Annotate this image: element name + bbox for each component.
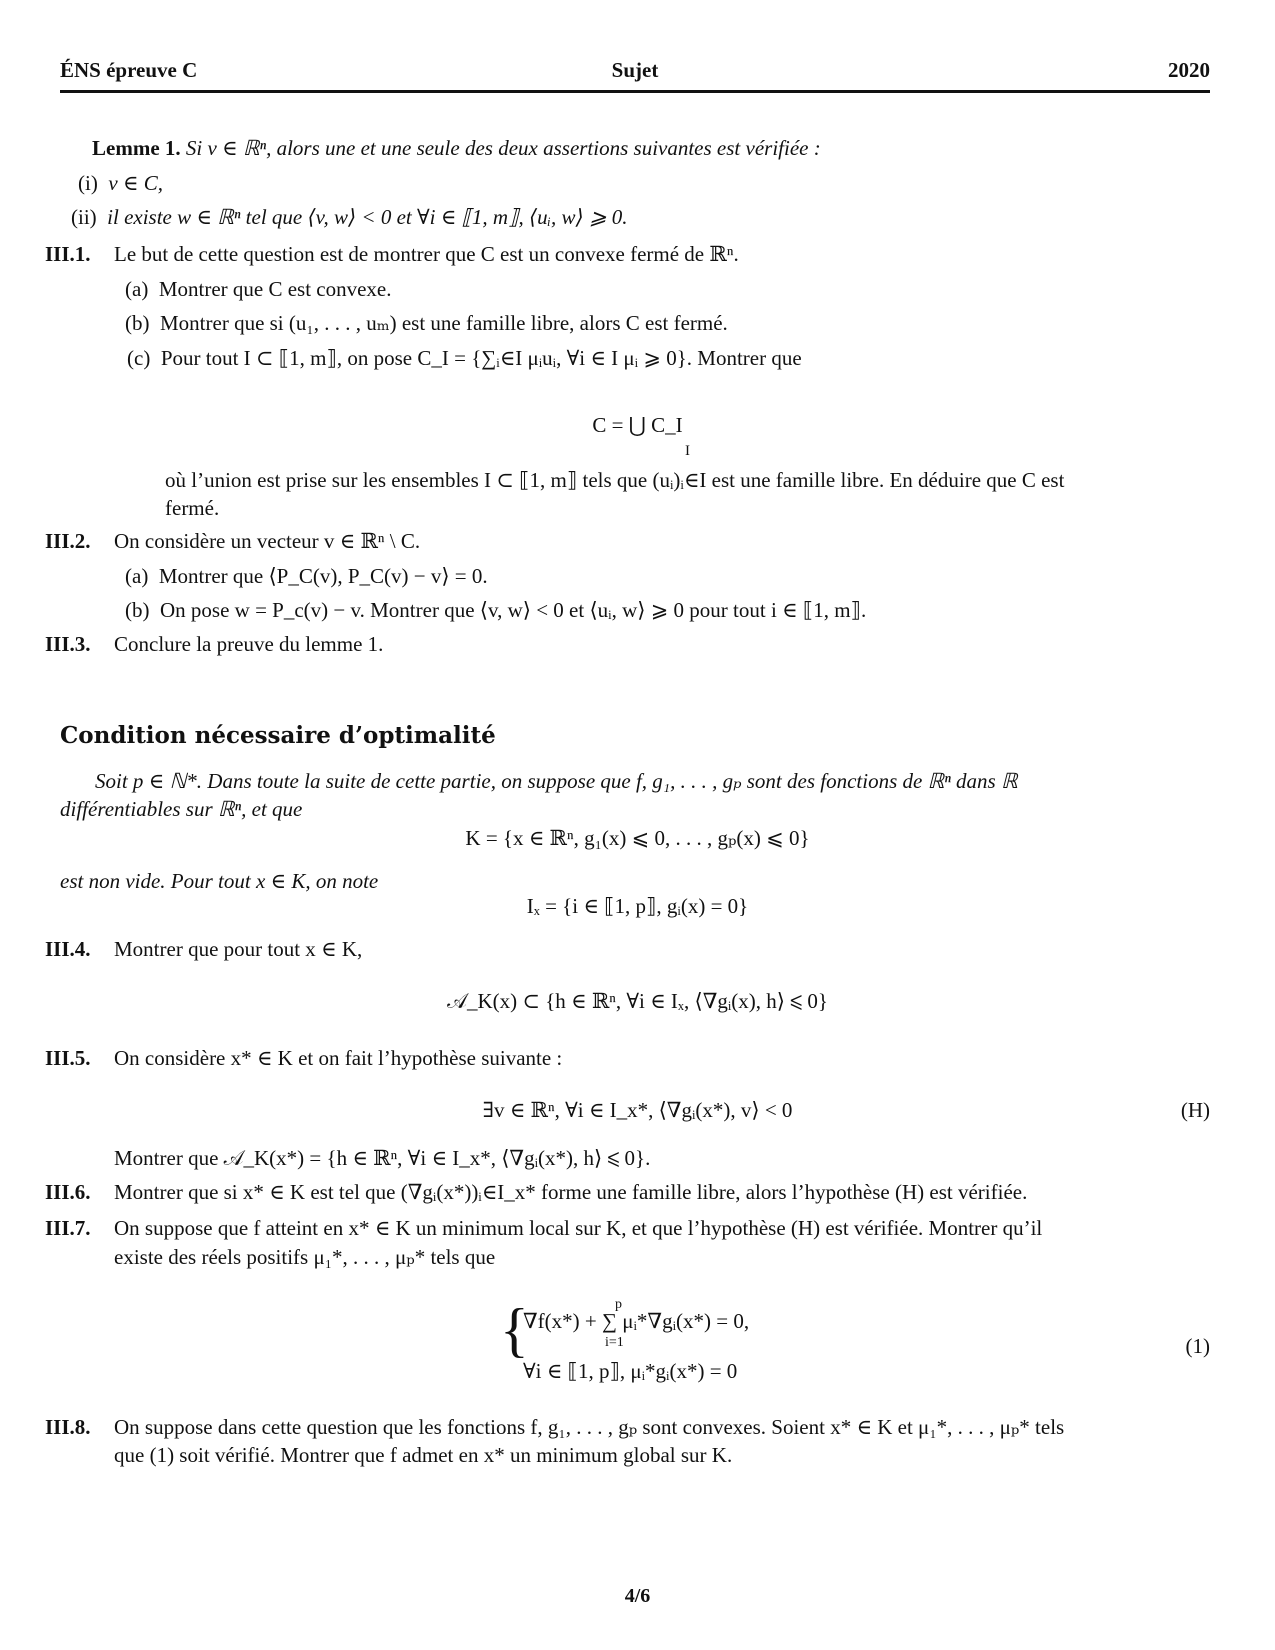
q1-b-label: (b) <box>125 311 150 335</box>
q7-sum-top: p <box>615 1297 622 1312</box>
q2-label: III.2. <box>45 529 91 553</box>
q5-tag: (H) <box>1180 1098 1210 1122</box>
q7-line-1: On suppose que f atteint en x* ∈ K un minimum local sur K, et que l’hypothèse (H) est vérifiée. Montrer qu’il <box>114 1216 1043 1240</box>
page-header <box>60 56 1210 93</box>
lemma-statement: Si v ∈ ℝⁿ, alors une et une seule des deux assertions suivantes est vérifiée : <box>185 136 821 160</box>
q5-after: Montrer que 𝒜_K(x*) = {h ∈ ℝⁿ, ∀i ∈ I_x*, ⟨∇gᵢ(x*), h⟩ ⩽ 0}. <box>114 1146 651 1170</box>
q1-text: Le but de cette question est de montrer que C est un convexe fermé de ℝⁿ. <box>114 242 739 266</box>
page-number: 4/6 <box>624 1585 651 1607</box>
q1-c <box>127 345 802 371</box>
q2-a <box>125 563 488 589</box>
q4-eq: 𝒜_K(x) ⊂ {h ∈ ℝⁿ, ∀i ∈ Iₓ, ⟨∇gᵢ(x), h⟩ ⩽ 0} <box>447 989 828 1013</box>
q1-c-label: (c) <box>127 346 151 370</box>
header-right: 2020 <box>1168 58 1210 82</box>
q2-b-label: (b) <box>125 598 150 622</box>
q7-sys-1: ∇f(x*) + ∑ μᵢ*∇gᵢ(x*) = 0, <box>523 1309 750 1333</box>
q2-a-text: Montrer que ⟨P_C(v), P_C(v) − v⟩ = 0. <box>158 564 488 588</box>
lemma-i-text: v ∈ C, <box>108 171 163 195</box>
intro-eq-K: K = {x ∈ ℝⁿ, g₁(x) ⩽ 0, . . . , gₚ(x) ⩽ 0} <box>465 826 810 850</box>
intro-line-3: est non vide. Pour tout x ∈ K, on note <box>60 869 379 893</box>
lemma-ii-label: (ii) <box>71 205 97 229</box>
q1-union-equation <box>0 412 1275 438</box>
system-brace-icon: { <box>500 1297 529 1363</box>
q7-sum-bottom: i=1 <box>605 1335 624 1350</box>
lemma-title: Lemme 1. <box>92 136 181 160</box>
q2-b-text: On pose w = P_c(v) − v. Montrer que ⟨v, w⟩ < 0 et ⟨uᵢ, w⟩ ⩾ 0 pour tout i ∈ ⟦1, m⟧. <box>160 598 867 622</box>
q1-a-text: Montrer que C est convexe. <box>158 277 392 301</box>
q5-label: III.5. <box>45 1046 91 1070</box>
q1-after-1: où l’union est prise sur les ensembles I ⊂ ⟦1, m⟧ tels que (uᵢ)ᵢ∈I est une famille libre. En déduire que C est <box>165 468 1065 492</box>
q1-a <box>125 276 392 302</box>
q1-label: III.1. <box>45 242 91 266</box>
q2-a-label: (a) <box>125 564 149 588</box>
q1-after-2: fermé. <box>165 496 220 520</box>
q2-text: On considère un vecteur v ∈ ℝⁿ \ C. <box>114 529 421 553</box>
lemma-ii-text: il existe w ∈ ℝⁿ tel que ⟨v, w⟩ < 0 et ∀i ∈ ⟦1, m⟧, ⟨uᵢ, w⟩ ⩾ 0. <box>107 205 628 229</box>
intro-eq-I: Iₓ = {i ∈ ⟦1, p⟧, gᵢ(x) = 0} <box>526 894 749 918</box>
q4-label: III.4. <box>45 937 91 961</box>
q6-label: III.6. <box>45 1180 91 1204</box>
q6-text: Montrer que si x* ∈ K est tel que (∇gᵢ(x*))ᵢ∈I_x* forme une famille libre, alors l’hypothèse (H) est vérifiée. <box>114 1180 1028 1204</box>
q7-line-2: existe des réels positifs μ₁*, . . . , μₚ* tels que <box>114 1245 496 1269</box>
q3-text: Conclure la preuve du lemme 1. <box>114 632 384 656</box>
q3-label: III.3. <box>45 632 91 656</box>
q8-line-1: On suppose dans cette question que les fonctions f, g₁, . . . , gₚ sont convexes. Soient x* ∈ K et μ₁*, . . . , μₚ* tels <box>114 1415 1065 1439</box>
q8-label: III.8. <box>45 1415 91 1439</box>
header-center: Sujet <box>611 58 659 82</box>
lemma-line <box>92 135 821 161</box>
lemma-item-ii <box>71 204 628 230</box>
intro-line-1: Soit p ∈ ℕ*. Dans toute la suite de cette partie, on suppose que f, g₁, . . . , gₚ sont des fonctions de ℝⁿ dans ℝ <box>95 769 1018 793</box>
q5-text: On considère x* ∈ K et on fait l’hypothèse suivante : <box>114 1046 563 1070</box>
q7-tag: (1) <box>1185 1334 1210 1358</box>
q5-eq: ∃v ∈ ℝⁿ, ∀i ∈ I_x*, ⟨∇gᵢ(x*), v⟩ < 0 <box>482 1098 793 1122</box>
q2-b <box>125 597 866 623</box>
lemma-i-label: (i) <box>78 171 98 195</box>
q1-b-text: Montrer que si (u₁, . . . , uₘ) est une famille libre, alors C est fermé. <box>160 311 728 335</box>
q7-label: III.7. <box>45 1216 91 1240</box>
intro-line-2: différentiables sur ℝⁿ, et que <box>60 797 303 821</box>
q1-b <box>125 310 728 336</box>
q4-text: Montrer que pour tout x ∈ K, <box>114 937 363 961</box>
q1-a-label: (a) <box>125 277 149 301</box>
q1-union-eq: C = ⋃ C_I <box>592 413 683 437</box>
header-left: ÉNS épreuve C <box>60 58 198 82</box>
section-title: Condition nécessaire d’optimalité <box>60 722 496 749</box>
q7-sys-2: ∀i ∈ ⟦1, p⟧, μᵢ*gᵢ(x*) = 0 <box>523 1359 738 1383</box>
q1-union-sub: I <box>685 443 690 459</box>
q8-line-2: que (1) soit vérifié. Montrer que f admet en x* un minimum global sur K. <box>114 1443 733 1467</box>
lemma-item-i <box>78 170 163 196</box>
q1-c-text: Pour tout I ⊂ ⟦1, m⟧, on pose C_I = {∑ᵢ∈I μᵢuᵢ, ∀i ∈ I μᵢ ⩾ 0}. Montrer que <box>160 346 802 370</box>
